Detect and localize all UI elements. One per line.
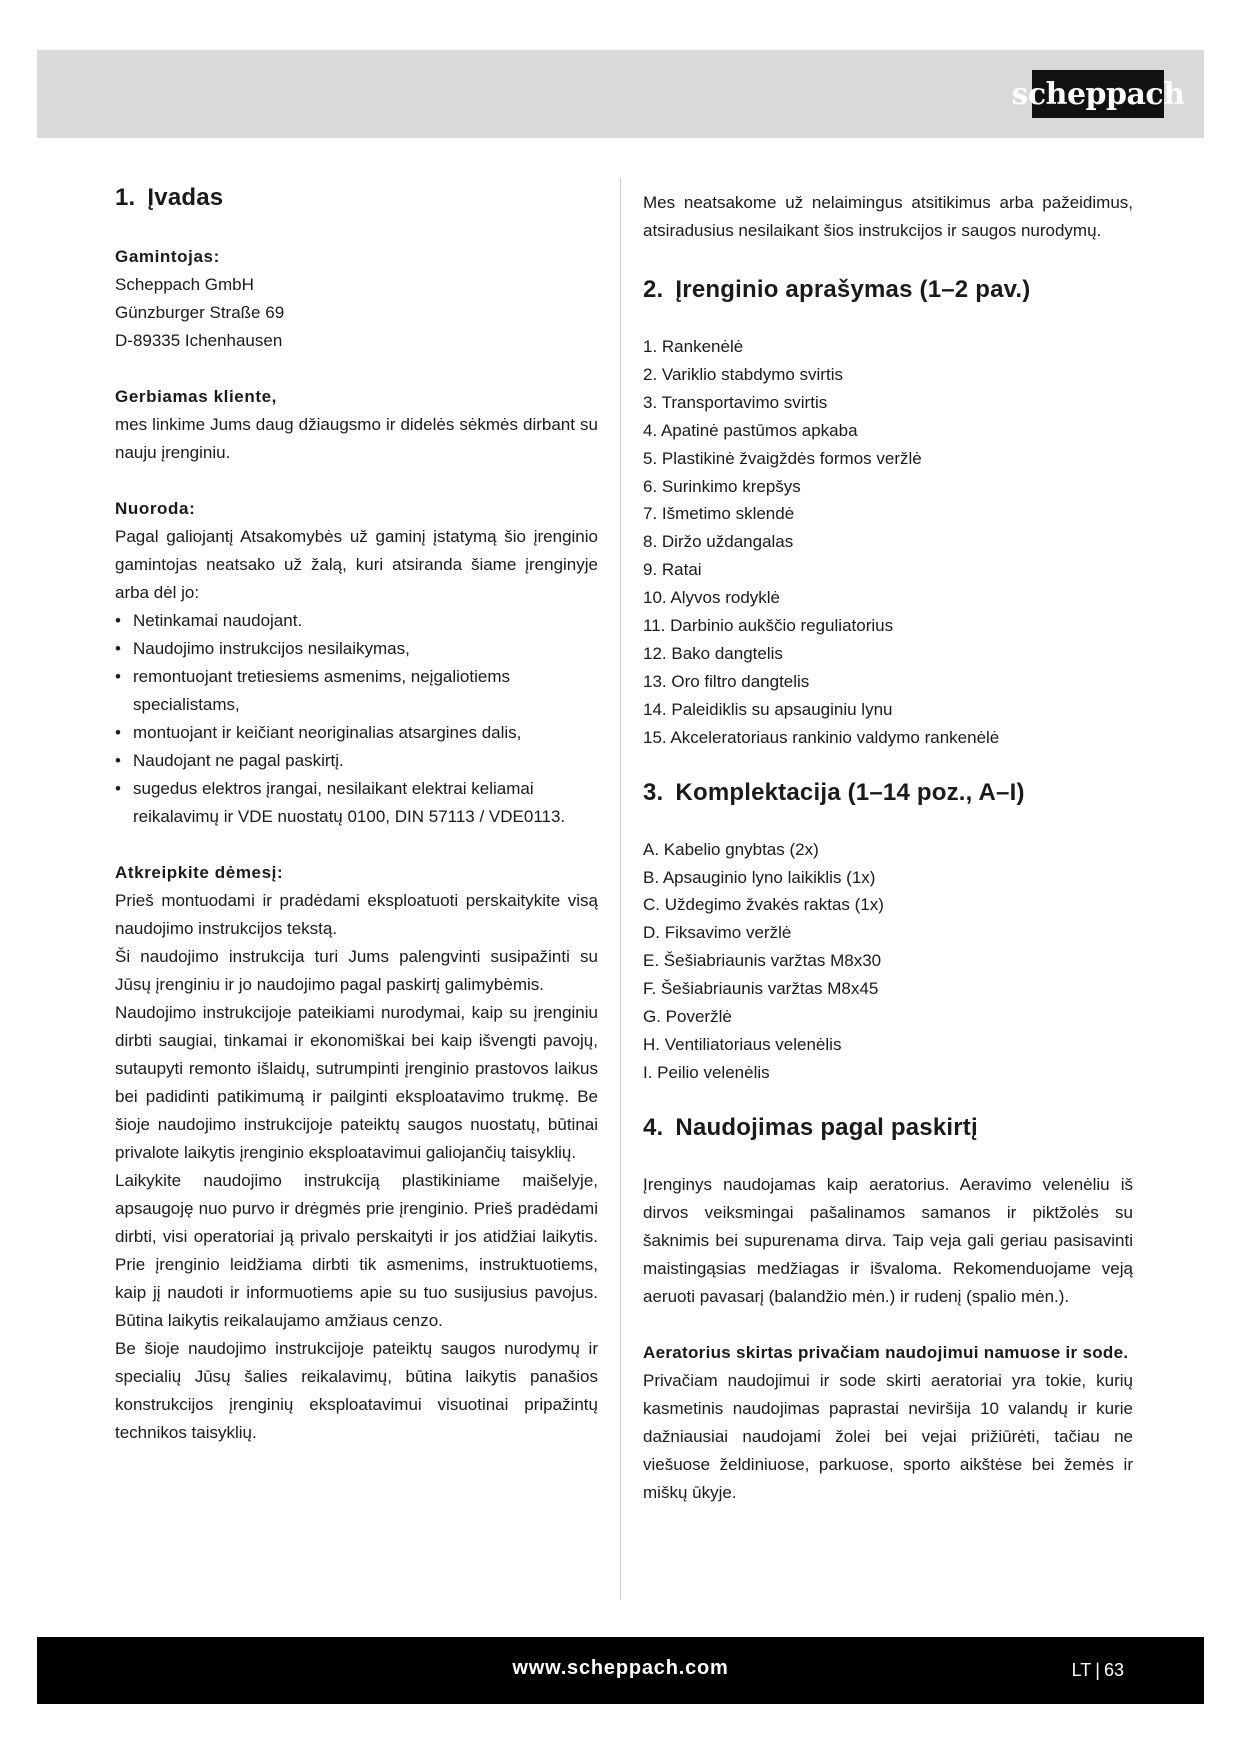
kit-item: H. Ventiliatoriaus velenėlis xyxy=(643,1034,842,1054)
private-use-label: Aeratorius skirtas privačiam naudojimui namuose ir sode. xyxy=(643,1342,1129,1362)
liability-bullet: • remontuojant tretiesiems asmenims, neįgaliotiems specialistams, xyxy=(115,667,510,714)
part-item: 3. Transportavimo svirtis xyxy=(643,392,828,412)
dear-customer-label: Gerbiamas kliente, xyxy=(115,387,277,406)
language-code: LT xyxy=(1071,1660,1092,1680)
section-1-number: 1. xyxy=(115,184,136,211)
attention-paragraph: Naudojimo instrukcijoje pateikiami nurodymai, kaip su įrenginiu dirbti saugiai, tinkamai ir ekonomiškai bei kaip išvengti pavojų, sutaupyti remonto išlaidų, sutrumpinti įrenginio prastovos laikus bei padidinti patikimumą ir pailginti eksploatavimo trukmę. Be šioje naudojimo instrukcijoje pateiktų saugos nuostatų, būtinai privalote laikytis įrenginio eksploatavimui galiojančių taisyklių. xyxy=(115,1003,598,1162)
part-item: 4. Apatinė pastūmos apkaba xyxy=(643,420,858,440)
note-text: Pagal galiojantį Atsakomybės už gaminį įstatymą šio įrenginio gamintojas neatsako už žalą, kuri atsiranda šiame įrenginyje arba dėl jo: xyxy=(115,527,598,602)
page-header xyxy=(37,50,1204,138)
kit-item: E. Šešiabriaunis varžtas M8x30 xyxy=(643,951,882,971)
section-2-heading xyxy=(643,275,1133,305)
section-4-title: Naudojimas pagal paskirtį xyxy=(675,1113,978,1141)
kit-item: G. Poveržlė xyxy=(643,1007,732,1027)
kit-item: F. Šešiabriaunis varžtas M8x45 xyxy=(643,979,879,999)
part-item: 9. Ratai xyxy=(643,560,702,580)
kit-item: I. Peilio velenėlis xyxy=(643,1062,770,1082)
part-item: 8. Diržo uždangalas xyxy=(643,532,794,552)
manufacturer-label: Gamintojas: xyxy=(115,247,220,266)
note-label: Nuoroda: xyxy=(115,499,196,518)
part-item: 5. Plastikinė žvaigždės formos veržlė xyxy=(643,448,922,468)
liability-bullet: • Naudojant ne pagal paskirtį. xyxy=(115,751,344,770)
website-link[interactable]: www.scheppach.com xyxy=(512,1657,729,1679)
part-item: 13. Oro filtro dangtelis xyxy=(643,671,810,691)
part-item: 7. Išmetimo sklendė xyxy=(643,504,795,524)
part-item: 14. Paleidiklis su apsauginiu lynu xyxy=(643,699,893,719)
manufacturer-line: Günzburger Straße 69 xyxy=(115,303,285,322)
attention-paragraph: Ši naudojimo instrukcija turi Jums palengvinti susipažinti su Jūsų įrenginiu ir jo naudojimo pagal paskirtį galimybėmis. xyxy=(115,947,598,994)
manufacturer-line: Scheppach GmbH xyxy=(115,275,254,294)
section-3-heading xyxy=(643,778,1133,808)
part-item: 12. Bako dangtelis xyxy=(643,643,783,663)
section-1-heading xyxy=(115,183,598,213)
column-divider xyxy=(620,178,621,1600)
kit-item: A. Kabelio gnybtas (2x) xyxy=(643,839,819,859)
kit-item: D. Fiksavimo veržlė xyxy=(643,923,792,943)
part-item: 6. Surinkimo krepšys xyxy=(643,476,801,496)
section-4-heading xyxy=(643,1113,1133,1143)
intended-use-text: Įrenginys naudojamas kaip aeratorius. Aeravimo velenėliu iš dirvos veiksmingai pašalinamos samanos ir piktžolės su šaknimis bei supurenama dirva. Taip veja gali geriau pasisavinti maistingąsias medžiagas ir išvaloma. Rekomenduojame veją aeruoti pavasarį (balandžio mėn.) ir rudenį (spalio mėn.). xyxy=(643,1174,1133,1306)
section-3-title: Komplektacija (1–14 poz., A–I) xyxy=(675,778,1025,806)
part-item: 2. Variklio stabdymo svirtis xyxy=(643,364,843,384)
scheppach-logo: scheppach xyxy=(1032,70,1164,118)
right-column xyxy=(643,189,1133,1507)
liability-bullet: • montuojant ir keičiant neoriginalias atsargines dalis, xyxy=(115,723,522,742)
dear-customer-text: mes linkime Jums daug džiaugsmo ir didelės sėkmės dirbant su nauju įrenginiu. xyxy=(115,415,598,462)
kit-item: C. Uždegimo žvakės raktas (1x) xyxy=(643,895,884,915)
section-2-number: 2. xyxy=(643,276,664,303)
section-4-number: 4. xyxy=(643,1113,664,1141)
part-item: 15. Akceleratoriaus rankinio valdymo rankenėlė xyxy=(643,727,1000,747)
private-use-text: Privačiam naudojimui ir sode skirti aeratoriai yra tokie, kurių kasmetinis naudojimas paprastai neviršija 10 valandų ir kurie dažniausiai naudojami žolei bei vejai prižiūrėti, tačiau ne viešuose želdiniuose, parkuose, sporto aikštėse bei žemės ir miškų ūkyje. xyxy=(643,1370,1133,1502)
liability-bullet: • Netinkamai naudojant. xyxy=(115,611,303,630)
liability-bullet: • sugedus elektros įrangai, nesilaikant elektrai keliamai reikalavimų ir VDE nuostatų 0100, DIN 57113 / VDE0113. xyxy=(115,779,566,826)
page-number: 63 xyxy=(1103,1660,1124,1680)
section-3-number: 3. xyxy=(643,778,664,806)
liability-disclaimer: Mes neatsakome už nelaimingus atsitikimus arba pažeidimus, atsiradusius nesilaikant šios instrukcijos ir saugos nurodymų. xyxy=(643,193,1133,240)
part-item: 10. Alyvos rodyklė xyxy=(643,588,781,608)
section-2-title: Įrenginio aprašymas (1–2 pav.) xyxy=(675,276,1031,303)
attention-paragraph: Laikykite naudojimo instrukciją plastikiniame maišelyje, apsaugoję nuo purvo ir drėgmės prie įrenginio. Prieš pradėdami dirbti, visi operatoriai ją privalo perskaityti ir jos atidžiai laikytis. Prie įrenginio leidžiama dirbti tik asmenims, instruktuotiems, kaip jį naudoti ir informuotiems apie su tuo susijusius pavojus. Būtina laikytis reikalaujamo amžiaus cenzo. xyxy=(115,1171,598,1330)
attention-label: Atkreipkite dėmesį: xyxy=(115,863,284,882)
attention-paragraph: Prieš montuodami ir pradėdami eksploatuoti perskaitykite visą naudojimo instrukcijos tekstą. xyxy=(115,891,598,938)
liability-bullet: • Naudojimo instrukcijos nesilaikymas, xyxy=(115,639,410,658)
part-item: 11. Darbinio aukščio reguliatorius xyxy=(643,616,894,636)
section-1-title: Įvadas xyxy=(147,184,224,211)
attention-paragraph: Be šioje naudojimo instrukcijoje pateiktų saugos nurodymų ir specialių Jūsų šalies reikalavimų, būtina laikytis panašios konstrukcijos įrenginių eksploatavimui visuotinai pripažintų technikos taisyklių. xyxy=(115,1339,598,1442)
left-column xyxy=(115,183,598,1447)
part-item: 1. Rankenėlė xyxy=(643,337,744,356)
page-footer xyxy=(37,1637,1204,1704)
manufacturer-line: D-89335 Ichenhausen xyxy=(115,331,283,350)
page-indicator: LT | 63 xyxy=(1071,1660,1124,1680)
kit-item: B. Apsauginio lyno laikiklis (1x) xyxy=(643,867,876,887)
